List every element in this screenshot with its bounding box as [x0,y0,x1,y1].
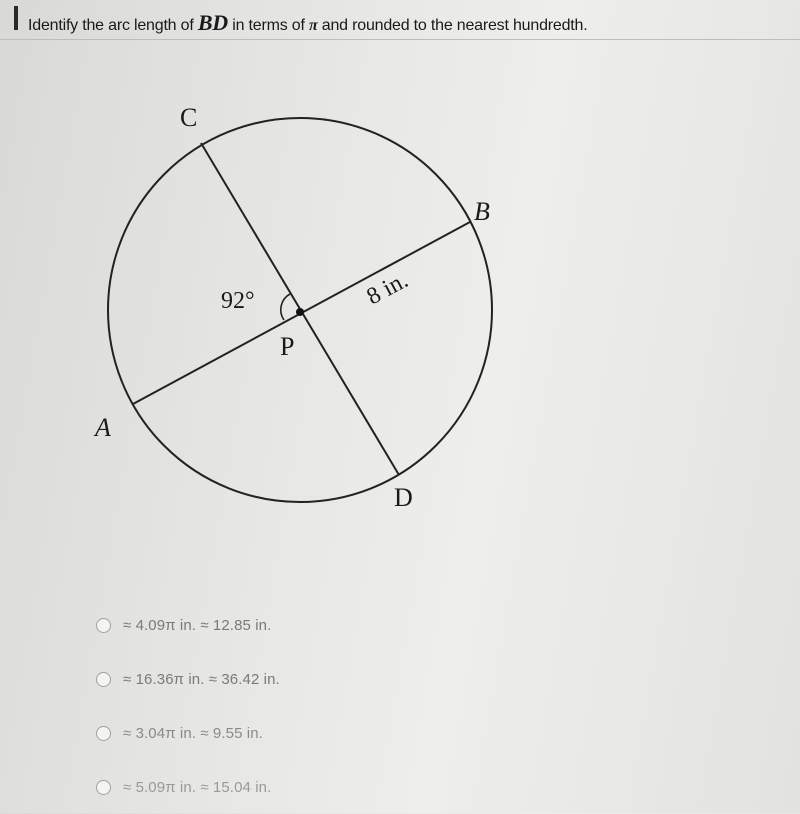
label-c: C [180,103,198,132]
answer-option-label: ≈ 3.04π in. ≈ 9.55 in. [123,724,263,742]
label-p: P [280,332,295,361]
arc-name: BD [197,10,228,35]
answer-option-label: ≈ 4.09π in. ≈ 12.85 in. [123,616,272,634]
answer-option-label: ≈ 16.36π in. ≈ 36.42 in. [123,670,280,688]
answer-options [96,598,696,814]
answer-option-4[interactable] [96,760,696,814]
question-suffix: and rounded to the nearest hundredth. [317,17,588,34]
label-b: B [474,197,490,226]
radio-button[interactable] [96,726,111,741]
answer-option-label: ≈ 5.09π in. ≈ 15.04 in. [123,778,272,796]
radio-button[interactable] [96,672,111,687]
center-point [296,308,304,316]
answer-option-3[interactable] [96,706,696,760]
pi-symbol: π [308,17,318,34]
answer-option-2[interactable] [96,652,696,706]
angle-arc [281,294,290,320]
radio-button[interactable] [96,780,111,795]
label-d: D [394,483,413,512]
question-prefix: Identify the arc length of [28,17,198,34]
question-middle: in terms of [228,17,309,34]
radio-button[interactable] [96,618,111,633]
radius-label: 8 in. [362,267,413,311]
answer-option-1[interactable] [96,598,696,652]
angle-label: 92° [221,288,255,314]
label-a: A [95,413,111,442]
